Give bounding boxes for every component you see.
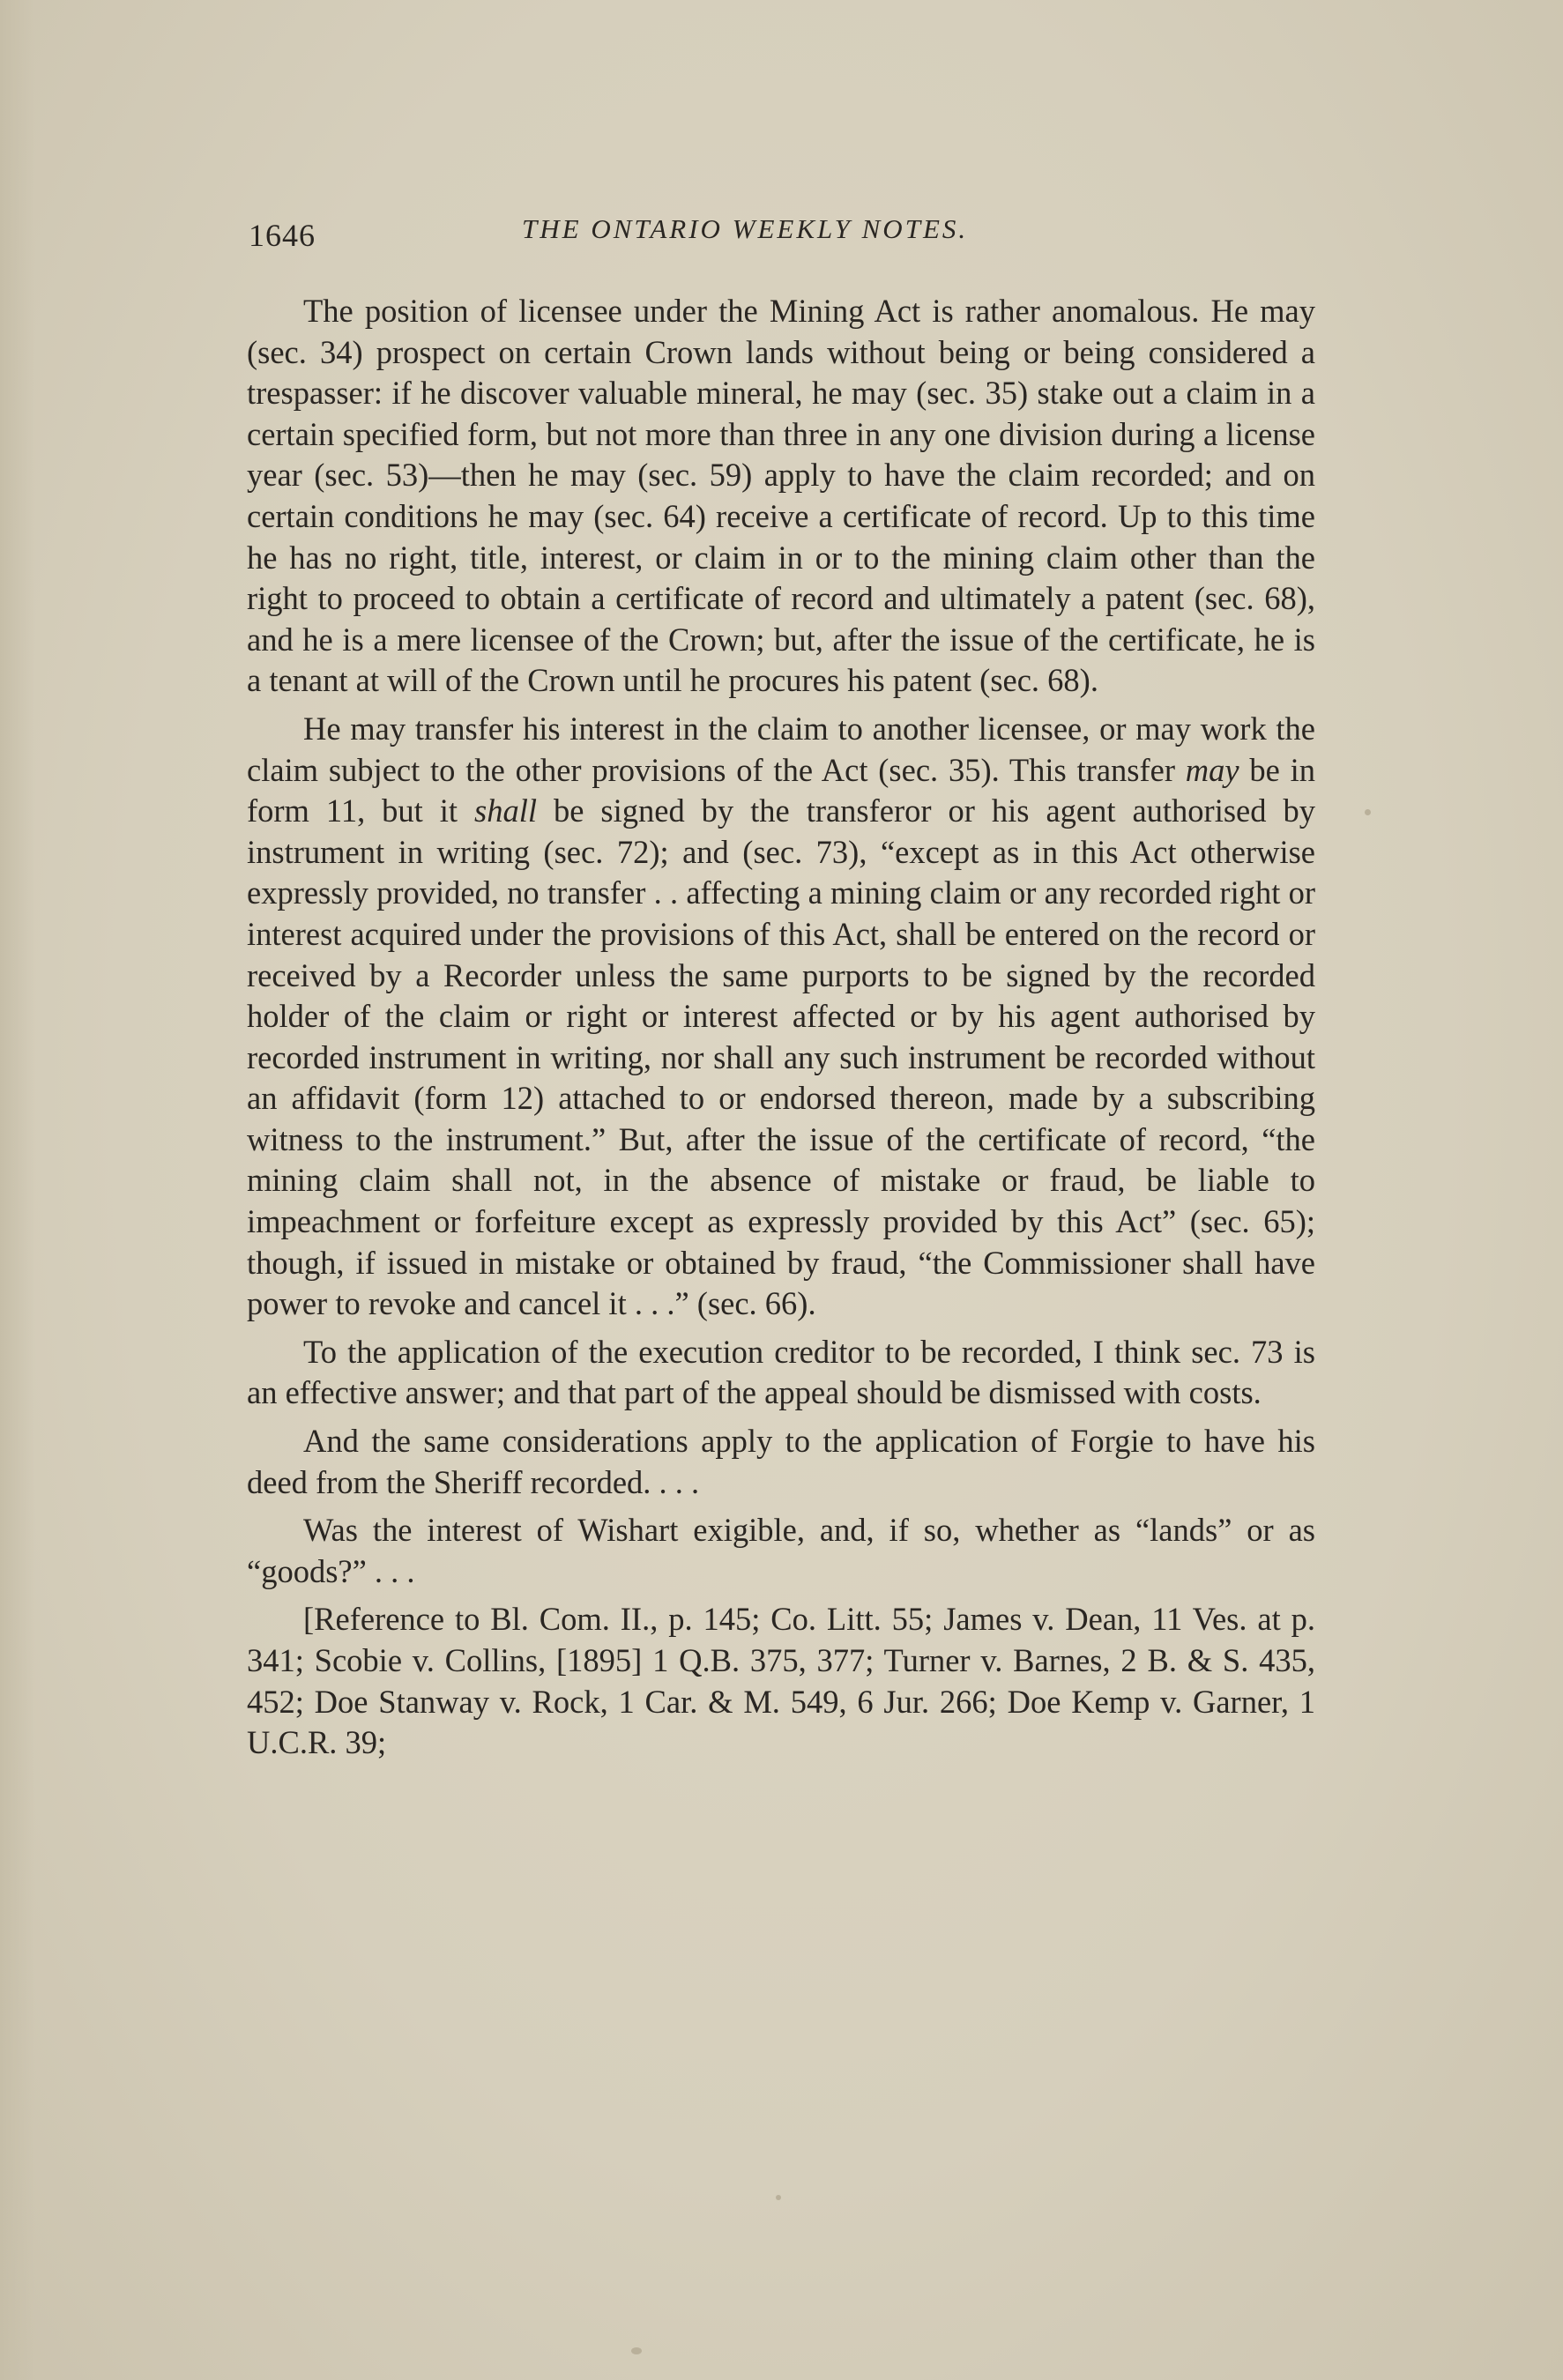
paragraph-licensee-position [247, 291, 1315, 702]
paper-speck [776, 2195, 781, 2200]
paragraph-transfer [247, 709, 1315, 1325]
paper-speck [631, 2347, 642, 2354]
paragraph-execution-creditor [247, 1332, 1315, 1414]
paragraph-text: be in form 11, but it [247, 751, 1316, 829]
paragraph-text: [Reference to Bl. Com. II., p. 145; Co. Litt. 55; James v. Dean, 11 Ves. at p. 341; Scobie v. Collins, [1895] 1 Q.B. 375, 377; Turner v. Barnes, 2 B. & S. 435, 452; Doe Stanway v. Rock, 1 Car. & M. 549, 6 Jur. 266; Doe Kemp v. Garner, 1 U.C.R. 39; [247, 1601, 1315, 1761]
page-number: 1646 [249, 218, 316, 253]
paragraph-text: The position of licensee under the Mining Act is rather anomalous. He may (sec. 34) prospect on certain Crown lands without being or being considered a trespasser: if he discover valuable mineral, he may (sec. 35) stake out a claim in a certain specified form, but not more than three in any one division during a license year (sec. 53)—then he may (sec. 59) apply to have the claim recorded; and on certain conditions he may (sec. 64) receive a certificate of record. Up to this time he has no right, title, interest, or claim in or to the mining claim other than the right to proceed to obtain a certificate of record and ultimately a patent (sec. 68), and he is a mere licensee of the Crown; but, after the issue of the certificate, he is a tenant at will of the Crown until he procures his patent (sec. 68). [247, 293, 1315, 699]
paragraph-text: To the application of the execution creditor to be recorded, I think sec. 73 is an effective answer; and that part of the appeal should be dismissed with costs. [247, 1333, 1315, 1411]
paragraph-text: Was the interest of Wishart exigible, and, if so, whether as “lands” or as “goods?” . . . [247, 1512, 1315, 1589]
italic-may: may [1185, 751, 1239, 788]
paragraph-text: And the same considerations apply to the application of Forgie to have his deed from the Sheriff recorded. . . . [247, 1423, 1315, 1500]
paragraph-references [247, 1599, 1315, 1763]
italic-shall: shall [474, 792, 538, 829]
running-head: THE ONTARIO WEEKLY NOTES. [522, 213, 969, 244]
paragraph-text: He may transfer his interest in the claim to another licensee, or may work the claim subject to the other provisions of the Act (sec. 35). This transfer [247, 710, 1315, 788]
paper-speck [1365, 809, 1371, 815]
page-header [249, 212, 1315, 256]
body-text [247, 291, 1315, 1771]
paragraph-text: be signed by the transferor or his agent authorised by instrument in writing (sec. 72); and (sec. 73), “except as in this Act otherwise expressly provided, no transfer . . affecting a mining claim or any recorded right or interest acquired under the provisions of this Act, shall be entered on the record or received by a Recorder unless the same purports to be signed by the recorded holder of the claim or right or interest affected or by his agent authorised by recorded instrument in writing, nor shall any such instrument be recorded without an affidavit (form 12) attached to or endorsed thereon, made by a subscribing witness to the instrument.” But, after the issue of the certificate of record, “the mining claim shall not, in the absence of mistake or fraud, be liable to impeachment or forfeiture except as expressly provided by this Act” (sec. 65); though, if issued in mistake or obtained by fraud, “the Commissioner shall have power to revoke and cancel it . . .” (sec. 66). [247, 792, 1315, 1322]
paragraph-forgie [247, 1421, 1315, 1503]
paragraph-wishart [247, 1510, 1315, 1592]
